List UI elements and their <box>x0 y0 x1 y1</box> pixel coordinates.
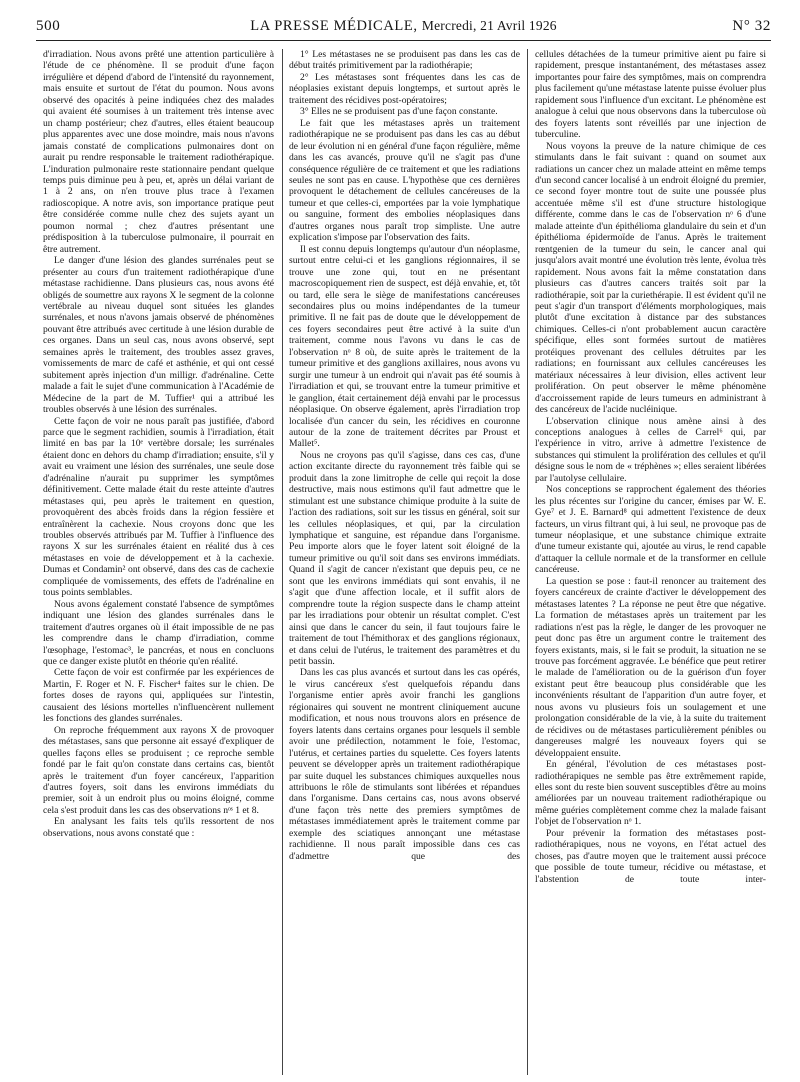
paragraph: cellules détachées de la tumeur primitive aient pu faire si rapidement, presque instantanément, des métastases assez importantes pour faire des symptômes, mais on comprendra plus facilement qu'une métastase latente puisse évoluer plus rapidement sous l'influence d'un excitant. Le phénomène est analogue à celui que nous observons dans la tuberculose où des foyers latents sont réveillés par une injection de tuberculine. <box>535 49 766 141</box>
article-body <box>43 49 765 1075</box>
paragraph: d'irradiation. Nous avons prêté une attention particulière à l'étude de ce phénomène. Il se produit d'une façon irrégulière et dépend d'abord de l'intensité du rayonnement, mais ensuite et surtout de l'état du poumon. Nous avons observé des opacités à peine indiquées chez des malades qui avaient été soumises à un traitement très intense avec un champ postérieur; chez d'autres, elles étaient beaucoup plus apparentes avec une dose moindre, mais nous n'avons jamais constaté de complications pulmonaires dont on aurait pu rendre responsable le traitement radiothérapique. L'induration pulmonaire reste stationnaire pendant quelque temps puis diminue peu à peu, et, après un délai variant de 1 à 2 ans, on n'en trouve plus trace à l'examen radioscopique. A notre avis, son importance pratique peut être considérée comme nulle chez des sujets ayant un poumon normal ; chez d'autres présentant une prédisposition à la tuberculose pulmonaire, il pourrait en être autrement. <box>43 49 274 255</box>
paragraph: Pour prévenir la formation des métastases post-radiothérapiques, nous ne voyons, en l'état actuel des choses, pas d'autre moyen que le traitement aussi précoce que possible de toute tumeur, récidive ou métastase, et l'abstention de toute inter- <box>535 827 766 885</box>
publication-name: LA PRESSE MÉDICALE, <box>250 18 418 34</box>
page-number: 500 <box>36 18 61 34</box>
column-middle <box>289 49 520 1075</box>
paragraph: Nous avons également constaté l'absence de symptômes indiquant une lésion des glandes surrénales dans le traitement d'autres organes où il était impossible de ne pas les comprendre dans le champ d'irradiation, comme l'œsophage, l'estomac³, le pancréas, et nous en concluons que ce danger existe plutôt en théorie qu'en réalité. <box>43 598 274 668</box>
paragraph: L'observation clinique nous amène ainsi à des conceptions analogues à celles de Carrel⁶ qui, par l'expérience in vitro, arrive à admettre l'existence de substances qui stimulent la prolifération des cellules et qu'il désigne sous le nom de « tréphènes »; elles seraient libérées par l'autolyse cellulaire. <box>535 415 766 484</box>
paragraph: Le fait que les métastases après un traitement radiothérapique ne se produisent pas dans les cas au début de leur évolution ni en général d'une façon régulière, même dans les cas avancés, prouve qu'il ne s'agit pas d'une conséquence régulière de ce traitement et que les radiations seules ne sont pas en cause. L'hypothèse que ces dernières provoquent le détachement de cellules cancéreuses de la tumeur et que celles-ci, emportées par la voie lymphatique ou sanguine, forment des embolies néoplasiques dans d'autres organes nous paraît trop simpliste. Une autre explication s'impose par l'observation des faits. <box>289 117 520 244</box>
paragraph: Nous voyons la preuve de la nature chimique de ces stimulants dans le fait suivant : quand on soumet aux radiations un cancer chez un malade atteint en même temps d'un second cancer localisé à un endroit éloigné du premier, ce second foyer montre tout de suite une poussée plus accentuée même s'il est d'une structure histologique différente, comme dans le cas de l'observation nᵒ 6 d'une malade atteinte d'un épithélioma glandulaire du sein et d'un épithélioma épidermoïde de l'anus. Après le traitement rœntgenien de la tumeur du sein, le cancer anal qui jusqu'alors avait montré une évolution très lente, évolua très rapidement. Nous avons fait la même constatation dans plusieurs cas d'autres cancers traités soit par la radiothérapie, soit par la curiethérapie. Il est évident qu'il ne peut s'agir d'un transport d'éléments morphologiques, mais plutôt d'une excitation à distance par des substances chimiques. Celles-ci n'ont probablement aucun caractère spécifique, elles sont formées surtout de matières protéiques provenant des cellules détruites par les radiations; en fournissant aux cellules cancéreuses les matériaux nécessaires à leur division, elles activent leur prolifération. On peut observer le même phénomène d'accroissement rapide de leurs tumeurs en administrant à des cancéreux de l'acide nucléinique. <box>535 140 766 416</box>
paragraph: Il est connu depuis longtemps qu'autour d'un néoplasme, surtout entre celui-ci et les ganglions régionnaires, il se trouve une zone qui, tout en ne présentant macroscopiquement rien de suspect, est déjà envahie, et, tôt ou tard, elle sera le siège de manifestations cancéreuses secondaires plus ou moins indépendantes de la tumeur primitive. Il ne fait pas de doute que le développement de ces foyers secondaires peut être activé à la suite d'un traitement, comme nous l'avons vu dans le cas de l'observation nᵒ 8 où, de suite après le traitement de la tumeur primitive et des ganglions axillaires, nous avons vu surgir une tumeur à un endroit qui n'avait pas été soumis à l'irradiation et qui, se trouvant entre la tumeur primitive et le ganglion, était certainement déjà envahi par le processus néoplasique. On observe également, après l'irradiation trop localisée d'un cancer du sein, les récidives en couronne autour de la zone de traitement décrites par Proust et Mallet⁵. <box>289 243 520 450</box>
issue-number: N° 32 <box>732 18 771 34</box>
list-item: 3° Elles ne se produisent pas d'une façon constante. <box>300 106 498 118</box>
paragraph: Le danger d'une lésion des glandes surrénales peut se présenter au cours d'un traitement radiothérapique d'une métastase rachidienne. Dans plusieurs cas, nous avons été obligés de soumettre aux rayons X le segment de la colonne vertébrale au niveau duquel sont situées les glandes surrénales, et nous n'avons jamais observé de phénomènes pouvant être attribués avec certitude à une lésion durable de ces organes. Dans un seul cas, nous avons observé, sept semaines après le traitement, des troubles assez graves, vomissements de marc de café et asthénie, et qui ont cessé subitement après injection d'un milligr. d'adrénaline. Cette malade a fait le sujet d'une communication à l'Académie de Médecine de la part de M. Tuffier¹ qui a attribué les troubles observés à une lésion des surrénales. <box>43 255 274 416</box>
column-right <box>535 49 766 1075</box>
paragraph: Cette façon de voir est confirmée par les expériences de Martin, F. Roger et N. F. Fischer⁴ faites sur le chien. De fortes doses de rayons qui, appliquées sur l'intestin, causaient des lésions mortelles n'influencèrent nullement les fonctions des glandes surrénales. <box>43 667 274 725</box>
paragraph: La question se pose : faut-il renoncer au traitement des foyers cancéreux de crainte d'activer le développement des métastases latentes ? La réponse ne peut être que négative. La formation de métastases après un traitement par les radiations n'est pas la règle, le danger de les provoquer ne peut donc pas être un argument contre le traitement des foyers existants, mais, si le fait se produit, la situation ne se trouve pas forcément aggravée. Le bénéfice que peut retirer le malade de l'amélioration ou de la guérison d'un foyer existant peut être beaucoup plus considérable que les inconvénients résultant de l'apparition d'un autre foyer, et nous avons vu plusieurs fois un soulagement et une prolongation considérable de la vie, à la suite du traitement de récidives ou de métastases particulièrement pénibles ou dangereuses malgré les nouveaux foyers qui se développaient ensuite. <box>535 575 766 759</box>
column-left <box>43 49 274 1075</box>
paragraph: On reproche fréquemment aux rayons X de provoquer des métastases, sans que personne ait essayé d'expliquer de quelles façons elles se produisent ; ce reproche semble fondé par le fait qu'on constate dans certains cas, bientôt après le traitement d'un foyer cancéreux, l'apparition d'autres foyers, soit dans les environs immédiats du premier, soit à un endroit plus ou moins éloigné, comme cela s'est produit dans les cas des observations nᵒˢ 1 et 8. <box>43 724 274 816</box>
paragraph: Dans les cas plus avancés et surtout dans les cas opérés, le virus cancéreux s'est quelquefois répandu dans l'organisme entier après avoir franchi les ganglions régionaires qui souvent ne montrent cliniquement aucune modification, et nous nous trouvons alors en présence de foyers latents dans certains organes pour lesquels il semble avoir une prédilection, notamment le foie, l'estomac, l'utérus, et certaines parties du squelette. Ces foyers latents peuvent se développer après un traitement radiothérapique par suite duquel les substances chimiques auxquelles nous attribuons le rôle de stimulants sont libérées et répandues dans l'organisme. Dans certains cas, nous avons observé d'une façon très nette des premiers symptômes de métastases immédiatement après le traitement comme par exemple des sciatiques annonçant une métastase rachidienne. Il nous paraît impossible dans ces cas d'admettre que des <box>289 667 520 862</box>
list-item: 1° Les métastases ne se produisent pas dans les cas de début traités primitivement par la radiothérapie; <box>289 49 520 72</box>
page-header <box>36 16 771 41</box>
paragraph: Cette façon de voir ne nous paraît pas justifiée, d'abord parce que le segment rachidien, soumis à l'irradiation, était limité en bas par la 10ᵉ vertèbre dorsale; les surrénales étaient donc en dehors du champ d'irradiation; ensuite, s'il y avait eu vraiment une lésion des surrénales, une seule dose d'adrénaline n'aurait pu supprimer les symptômes définitivement. Cette malade était du reste atteinte d'autres métastases qui, peu après le traitement en question, provoquèrent des abcès froids dans la région fessière et entraînèrent la cachexie. Nous croyons donc que les troubles observés attribués par M. Tuffier à l'influence des rayons X sur les surrénales étaient en réalité dus à ces métastases en voie de développement et à la cachexie. Dumas et Condamin² ont observé, dans des cas de cachexie compliquée de vomissements, des effets de l'adrénaline en tous points semblables. <box>43 415 274 599</box>
paragraph: En analysant les faits tels qu'ils ressortent de nos observations, nous avons constaté que : <box>43 816 274 839</box>
paragraph: Nos conceptions se rapprochent également des théories les plus récentes sur l'origine du cancer, émises par W. E. Gye⁷ et J. E. Barnard⁸ qui admettent l'existence de deux facteurs, un virus filtrant qui, à lui seul, ne provoque pas de tumeur néoplasique, et une substance chimique extraite d'une tumeur existante qui, ajoutée au virus, le rend capable d'attaquer la cellule normale et de la transformer en cellule cancéreuse. <box>535 484 766 576</box>
list-item: 2° Les métastases sont fréquentes dans les cas de néoplasies existant depuis longtemps, et surtout après le traitement des récidives post-opératoires; <box>289 71 520 106</box>
issue-date: Mercredi, 21 Avril 1926 <box>421 18 557 33</box>
running-title <box>36 18 771 35</box>
paragraph: Nous ne croyons pas qu'il s'agisse, dans ces cas, d'une action excitante directe du rayonnement très faible qui se produit dans la zone limitrophe de celle qui reçoit la dose destructive, mais nous estimons qu'il faut admettre que le stimulant est une substance chimique produite à la suite de l'action des radiations, soit sur les tissus en général, soit sur les cellules néoplasiques, et qui, par la circulation lymphatique et sanguine, est répandue dans l'organisme. Peu importe alors que le foyer latent soit éloigné de la tumeur primitive ou qu'il soit dans ses environs immédiats. Quand il s'agit de cancer n'existant que depuis peu, ce ne sont que les environs immédiats qui sont envahis, il ne s'agit que d'une affection locale, et il suffit alors de comprendre toute la région suspecte dans le champ atteint par les irradiations pour obtenir un résultat complet. C'est ainsi que dans le cancer du sein, il faut toujours faire le traitement de tout l'hémithorax et des ganglions régionaux, et dans celui de l'utérus, le traitement des paramètres et du petit bassin. <box>289 449 520 668</box>
paragraph: En général, l'évolution de ces métastases post-radiothérapiques ne semble pas être extrêmement rapide, elles sont du reste bien souvent susceptibles d'être au moins améliorées par un nouveau traitement radiothérapique ou même guéries complètement comme chez la malade faisant l'objet de l'observation nᵒ 1. <box>535 759 766 828</box>
